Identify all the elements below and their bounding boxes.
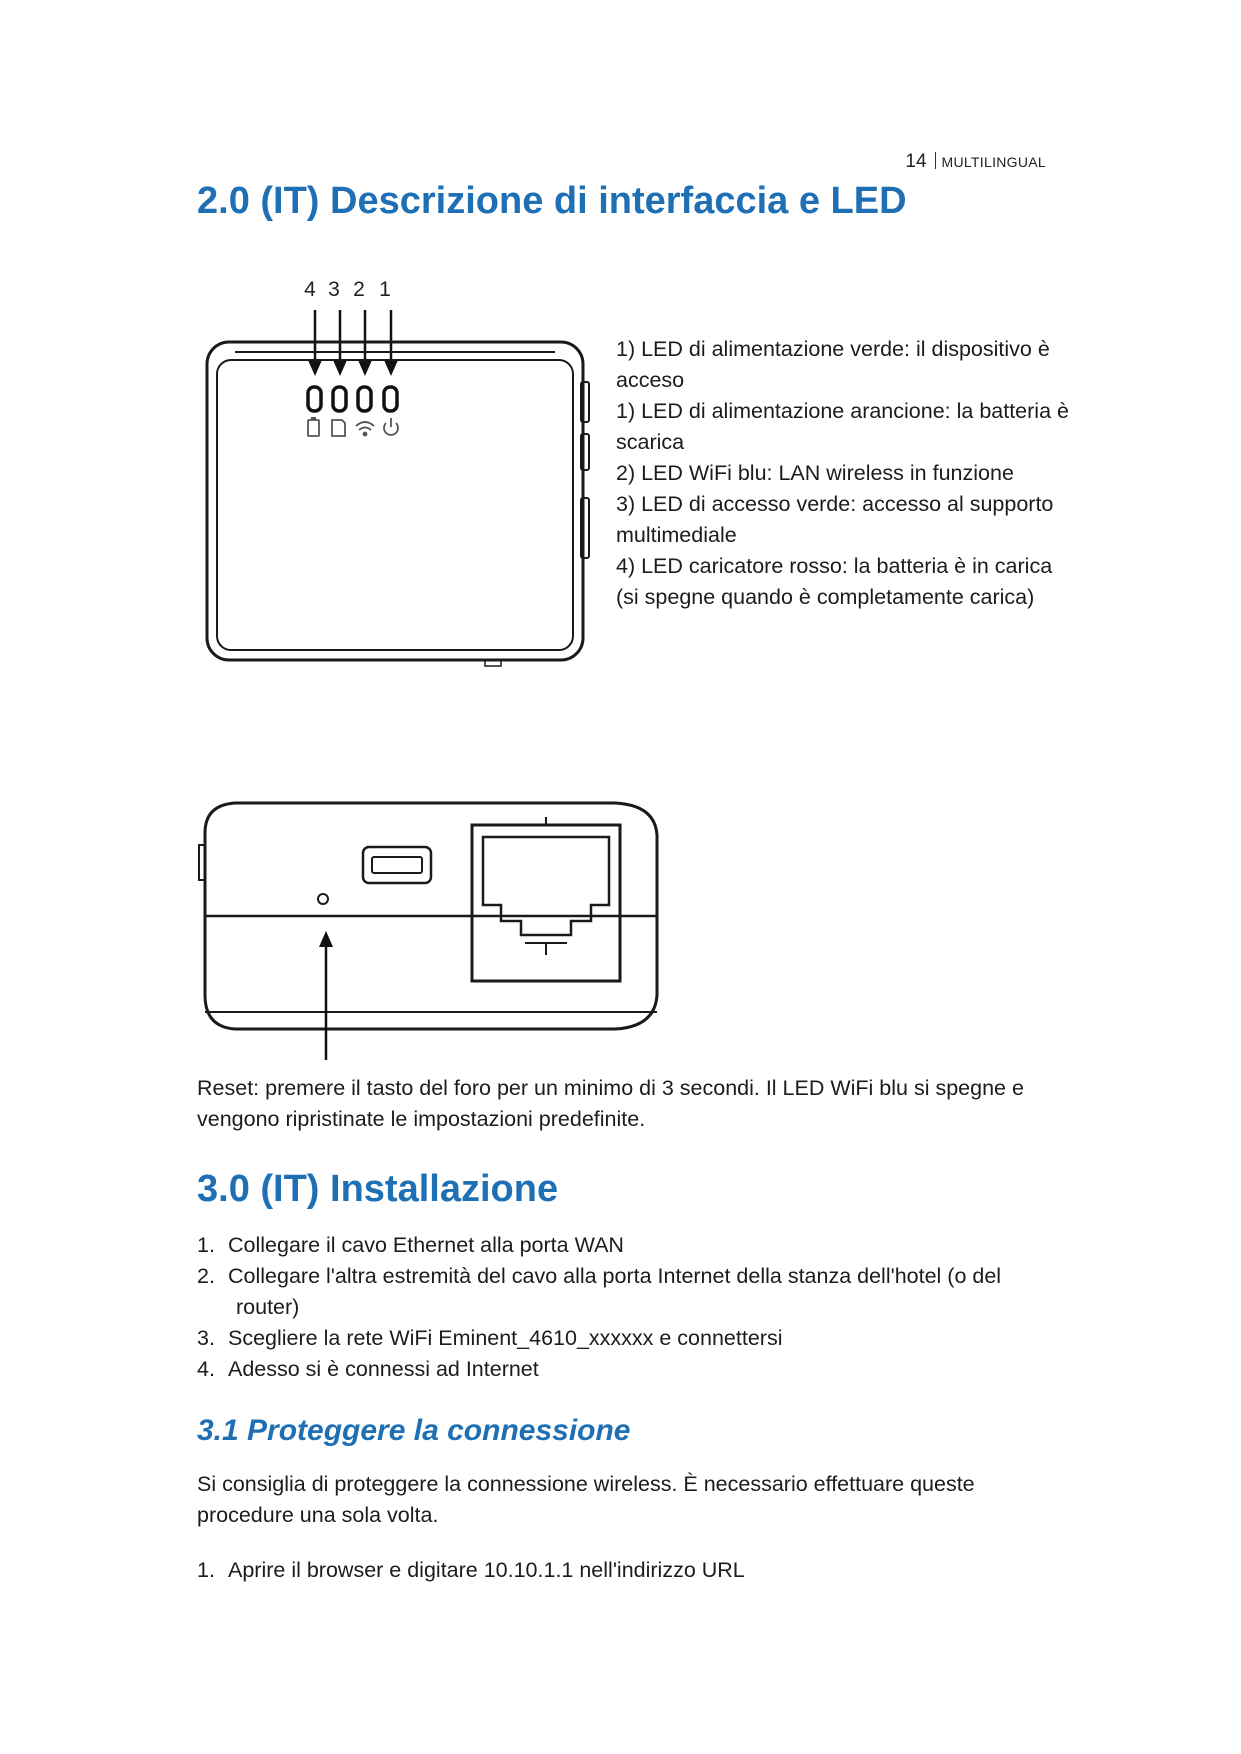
page-header: [0, 151, 1046, 173]
wifi-symbol-arc: [359, 428, 371, 431]
device-inner-face: [217, 360, 573, 650]
running-title: MULTILINGUAL: [941, 154, 1046, 170]
arrow-label-2: 2: [353, 278, 365, 301]
arrow-4-head: [308, 360, 322, 376]
led-description-item: 4) LED caricatore rosso: la batteria è in carica (si spegne quando è completamente carica): [616, 554, 1053, 609]
battery-terminal-icon: [311, 417, 316, 420]
step-number: 3.: [197, 1326, 215, 1350]
step-text-continuation: router): [236, 1295, 300, 1319]
step-number: 4.: [197, 1357, 215, 1381]
list-item: [197, 1261, 1077, 1323]
led-description-item: 1) LED di alimentazione verde: il dispositivo è acceso: [616, 337, 1050, 392]
ethernet-port-inner: [483, 837, 609, 935]
page-number: 14: [905, 151, 927, 172]
step-text: Adesso si è connessi ad Internet: [228, 1357, 539, 1381]
section-2-title: 2.0 (IT) Descrizione di interfaccia e LED: [197, 180, 907, 222]
section-3-title: 3.0 (IT) Installazione: [197, 1168, 559, 1210]
protection-steps: [197, 1555, 1077, 1586]
led-description-item: 3) LED di accesso verde: accesso al supporto multimediale: [616, 492, 1054, 547]
step-text: Aprire il browser e digitare 10.10.1.1 nell'indirizzo URL: [228, 1558, 745, 1582]
device-side-illustration: [195, 795, 665, 1065]
list-item: [197, 1323, 1077, 1354]
step-text: Scegliere la rete WiFi Eminent_4610_xxxxxx e connettersi: [228, 1326, 783, 1350]
installation-steps: [197, 1230, 1077, 1385]
arrow-3-head: [333, 360, 347, 376]
list-item: [197, 1354, 1077, 1385]
reset-arrow-head: [319, 931, 333, 947]
arrow-label-3: 3: [328, 278, 340, 301]
step-number: 1.: [197, 1233, 215, 1257]
step-text-line: Collegare l'altra estremità del cavo alla porta Internet della stanza dell'hotel (o del: [228, 1264, 1002, 1288]
led-charger-icon: [308, 387, 321, 411]
led-description-item: 1) LED di alimentazione arancione: la batteria è scarica: [616, 399, 1069, 454]
arrow-label-4: 4: [304, 278, 316, 301]
led-description-list: [616, 334, 1076, 613]
list-item: [197, 1555, 1077, 1586]
protection-intro: Si consiglia di proteggere la connessione wireless. È necessario effettuare queste procedure una sola volta.: [197, 1472, 975, 1527]
sd-card-symbol-icon: [332, 420, 345, 436]
ethernet-port-icon: [472, 825, 620, 981]
arrow-label-1: 1: [379, 278, 391, 301]
arrow-1-head: [384, 360, 398, 376]
step-text: [228, 1261, 1077, 1323]
led-wifi-icon: [358, 387, 371, 411]
wifi-symbol-icon: [356, 422, 374, 426]
reset-hole-icon: [318, 894, 328, 904]
step-number: 2.: [197, 1264, 215, 1288]
step-number: 1.: [197, 1558, 215, 1582]
device-front-illustration: [195, 270, 595, 680]
wifi-symbol-dot: [364, 433, 367, 436]
section-3-1-title: 3.1 Proteggere la connessione: [197, 1414, 631, 1447]
led-access-icon: [333, 387, 346, 411]
reset-paragraph: Reset: premere il tasto del foro per un minimo di 3 secondi. Il LED WiFi blu si spegne e vengono ripristinate le impostazioni predefinite.: [197, 1076, 1024, 1131]
arrow-2-head: [358, 360, 372, 376]
usb-port-icon: [363, 847, 431, 883]
header-separator: [935, 152, 936, 169]
battery-symbol-icon: [308, 420, 319, 436]
led-description-item: 2) LED WiFi blu: LAN wireless in funzione: [616, 461, 1014, 485]
led-power-icon: [384, 387, 397, 411]
step-text: Collegare il cavo Ethernet alla porta WAN: [228, 1233, 624, 1257]
list-item: [197, 1230, 1077, 1261]
usb-port-inner: [372, 857, 422, 873]
